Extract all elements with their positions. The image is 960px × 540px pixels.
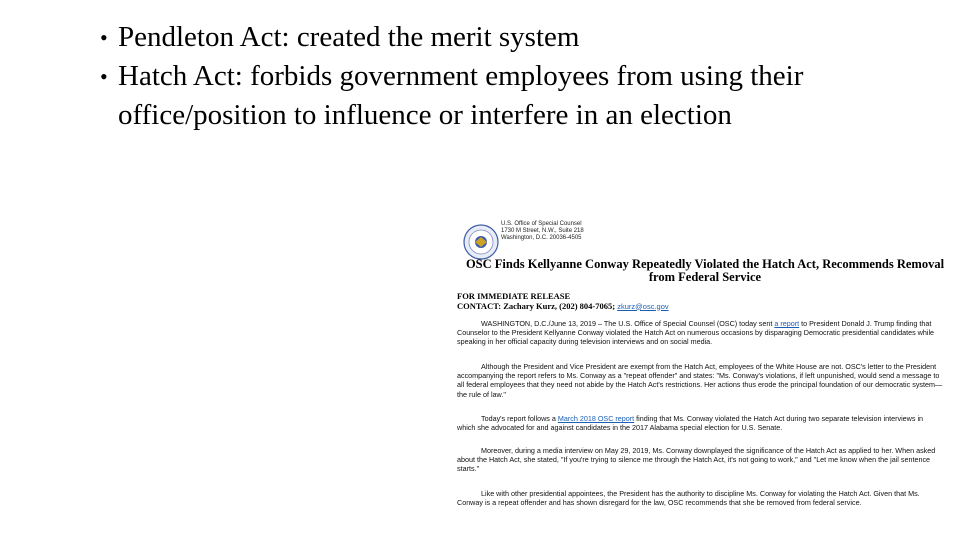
para-text: WASHINGTON, D.C./June 13, 2019 – The U.S. Office of Special Counsel (OSC) today sent bbox=[481, 319, 775, 328]
press-headline: OSC Finds Kellyanne Conway Repeatedly Violated the Hatch Act, Recommends Removal from Federal Service bbox=[465, 257, 945, 284]
paragraph-3 bbox=[457, 414, 943, 432]
press-release-image bbox=[455, 218, 945, 540]
bullet-text: Hatch Act: forbids government employees from using their office/position to influence or interfere in an election bbox=[118, 60, 804, 131]
bullet-dot-icon: • bbox=[100, 25, 108, 50]
release-label: FOR IMMEDIATE RELEASE bbox=[457, 291, 571, 301]
bullet-item-hatch bbox=[100, 57, 920, 135]
office-line: Washington, D.C. 20036-4505 bbox=[501, 235, 582, 241]
para-text: Today's report follows a bbox=[481, 414, 558, 423]
contact-label: CONTACT: Zachary Kurz, (202) 804-7065; bbox=[457, 300, 616, 311]
office-line: U.S. Office of Special Counsel bbox=[501, 221, 582, 227]
contact-line bbox=[457, 302, 669, 312]
para-text: finding that Ms. Conway violated the Hatch Act during two separate television interviews in which she advocated for and against candidates in the 2017 Alabama special election for U.S. Senate. bbox=[457, 414, 924, 433]
release-info bbox=[457, 292, 669, 311]
office-address bbox=[501, 221, 584, 242]
office-line: 1730 M Street, N.W., Suite 218 bbox=[501, 228, 584, 234]
para-text: to President Donald J. Trump finding that Counselor to the President Kellyanne Conway violated the Hatch Act on numerous occasions by disparaging Democratic presidential candidates while speaking in her official capacity during television interviews and on social media. bbox=[457, 319, 935, 347]
bullet-text: Pendleton Act: created the merit system bbox=[118, 21, 580, 53]
paragraph-2: Although the President and Vice President are exempt from the Hatch Act, employees of the White House are not. OSC's letter to the President accompanying the report refers to Ms. Conway as a "repeat offender" and states: "Ms. Conway's violations, if left unpunished, would send a message to all federal employees that they need not abide by the Hatch Act's restrictions. Her actions thus erode the principal foundation of our democratic system—the rule of law." bbox=[457, 362, 943, 399]
bullet-dot-icon: • bbox=[100, 64, 108, 89]
bullet-list bbox=[100, 18, 920, 135]
osc-seal-icon bbox=[463, 224, 499, 260]
paragraph-5: Like with other presidential appointees, the President has the authority to discipline Ms. Conway for violating the Hatch Act. Given that Ms. Conway is a repeat offender and has shown disregard for the law, OSC recommends that she be removed from federal service. bbox=[457, 489, 920, 508]
report-link[interactable]: a report bbox=[774, 319, 800, 328]
bullet-item-pendleton bbox=[100, 18, 920, 57]
march-report-link[interactable]: March 2018 OSC report bbox=[557, 414, 635, 423]
contact-email-link[interactable]: zkurz@osc.gov bbox=[617, 301, 669, 311]
paragraph-1 bbox=[457, 319, 943, 347]
paragraph-4: Moreover, during a media interview on May 29, 2019, Ms. Conway downplayed the significance of the Hatch Act as applied to her. When asked about the Hatch Act, she stated, "If you're trying to silence me through the Hatch Act, it's not going to work," and "Let me know when the jail sentence starts." bbox=[457, 446, 936, 474]
